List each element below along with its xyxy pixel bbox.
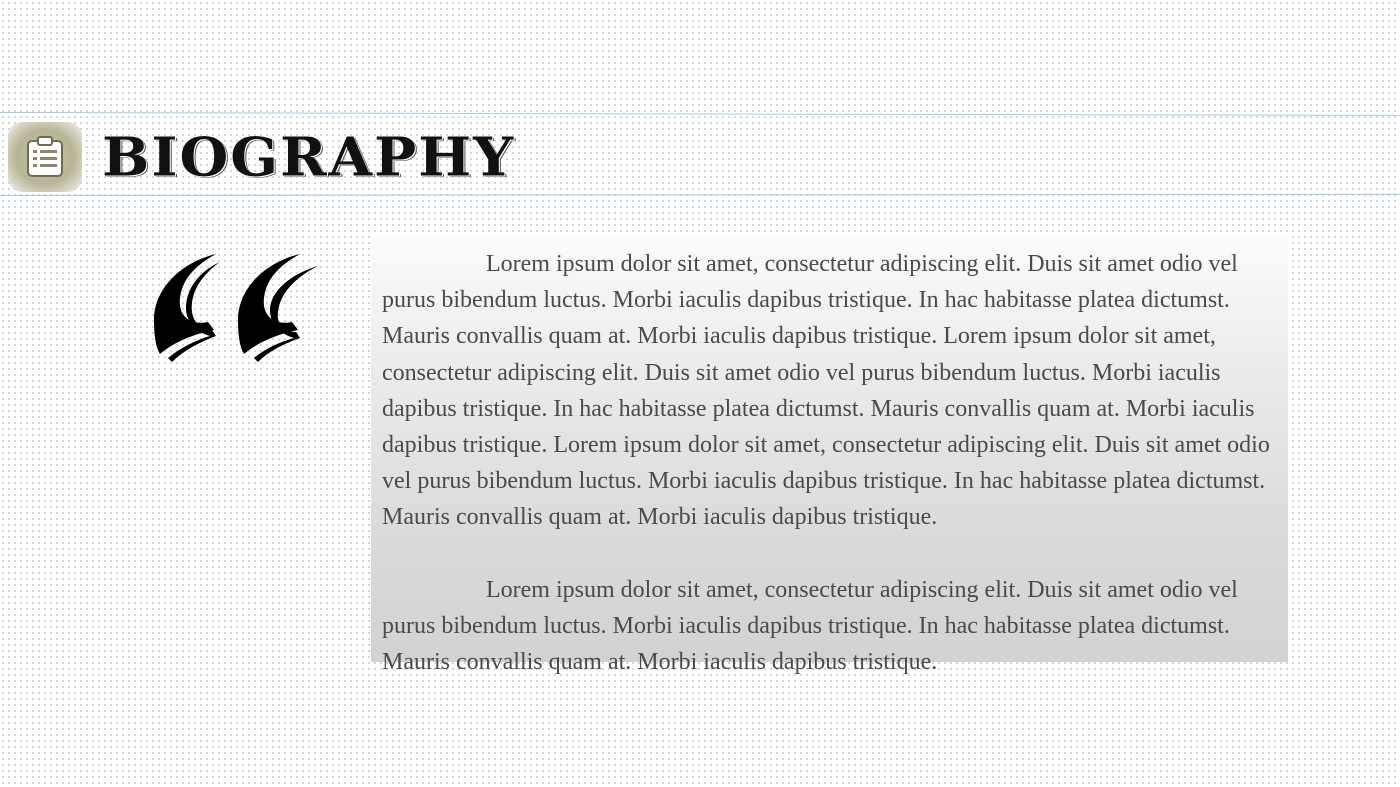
quote-mark-icon	[150, 250, 325, 370]
biography-paragraph: Lorem ipsum dolor sit amet, consectetur adipiscing elit. Duis sit amet odio vel purus bibendum luctus. Morbi iaculis dapibus tristique. In hac habitasse platea dictumst. Mauris convallis quam at. Morbi iaculis dapibus tristique. Lorem ipsum dolor sit amet, consectetur adipiscing elit. Duis sit amet odio vel purus bibendum luctus. Morbi iaculis dapibus tristique. In hac habitasse platea dictumst. Mauris convallis quam at. Morbi iaculis dapibus tristique. Lorem ipsum dolor sit amet, consectetur adipiscing elit. Duis sit amet odio vel purus bibendum luctus. Morbi iaculis dapibus tristique. In hac habitasse platea dictumst. Mauris convallis quam at. Morbi iaculis dapibus tristique.	[382, 251, 1270, 531]
clipboard-badge	[8, 122, 82, 192]
header-top-rule	[0, 112, 1400, 116]
clipboard-icon	[25, 136, 65, 178]
biography-text	[382, 246, 1278, 680]
biography-paragraph: Lorem ipsum dolor sit amet, consectetur adipiscing elit. Duis sit amet odio vel purus bibendum luctus. Morbi iaculis dapibus tristique. In hac habitasse platea dictumst. Mauris convallis quam at. Morbi iaculis dapibus tristique.	[382, 576, 1238, 676]
page-title: BIOGRAPHY	[102, 125, 516, 189]
header-bottom-rule	[0, 194, 1400, 196]
